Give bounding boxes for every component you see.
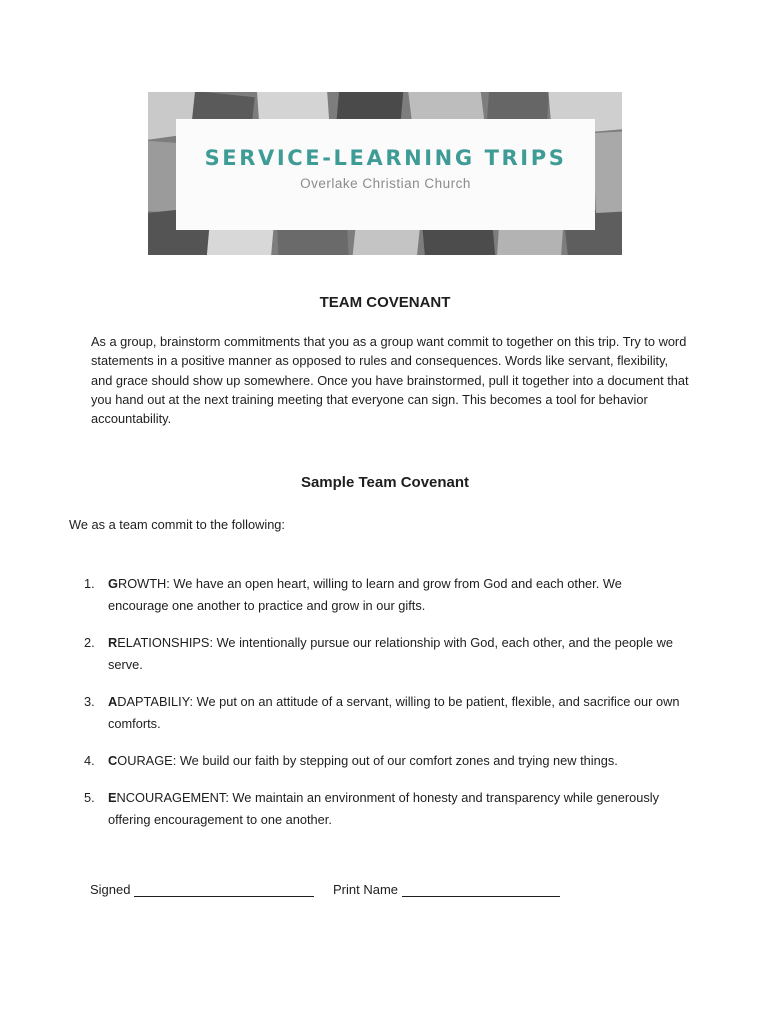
list-item <box>84 573 684 617</box>
item-text: OURAGE: We build our faith by stepping out of our comfort zones and trying new things. <box>117 753 618 768</box>
header-banner <box>148 92 622 255</box>
item-initial: E <box>108 790 117 805</box>
item-initial: R <box>108 635 118 650</box>
item-text: DAPTABILIY: We put on an attitude of a servant, willing to be patient, flexible, and sacrifice our own comforts. <box>108 694 680 731</box>
banner-title-card <box>176 119 595 230</box>
signed-field <box>90 882 314 897</box>
section-title: Sample Team Covenant <box>300 474 470 491</box>
item-text: NCOURAGEMENT: We maintain an environment of honesty and transparency while generously offering encouragement to one another. <box>108 790 660 827</box>
list-item <box>84 750 684 772</box>
signed-label: Signed <box>90 882 131 897</box>
intro-paragraph: As a group, brainstorm commitments that you as a group want commit to together on this trip. Try to word statements in a positive manner as opposed to rules and consequences. Words like servant, flexibility, and grace should show up somewhere. Once you have brainstormed, pull it together into a document that you hand out at the next training meeting that everyone can sign. This becomes a tool for behavior accountability. <box>91 334 689 427</box>
print-name-label: Print Name <box>333 882 399 897</box>
item-initial: G <box>108 576 118 591</box>
list-item <box>84 691 684 735</box>
list-item <box>84 787 684 831</box>
banner-title: SERVICE-LEARNING TRIPS <box>204 146 567 170</box>
lead-text: We as a team commit to the following: <box>69 517 285 532</box>
banner-subtitle: Overlake Christian Church <box>300 176 471 191</box>
item-number: 1. <box>84 576 95 591</box>
signature-line[interactable] <box>134 882 314 897</box>
item-number: 4. <box>84 753 95 768</box>
list-item <box>84 632 684 676</box>
item-initial: A <box>108 694 118 709</box>
page-title: TEAM COVENANT <box>319 294 451 311</box>
item-number: 5. <box>84 790 95 805</box>
item-number: 2. <box>84 635 95 650</box>
item-initial: C <box>108 753 118 768</box>
print-name-line[interactable] <box>402 882 560 897</box>
print-name-field <box>333 882 560 897</box>
item-text: ELATIONSHIPS: We intentionally pursue our relationship with God, each other, and the people we serve. <box>108 635 674 672</box>
item-text: ROWTH: We have an open heart, willing to learn and grow from God and each other. We encourage one another to practice and grow in our gifts. <box>108 576 622 613</box>
item-number: 3. <box>84 694 95 709</box>
covenant-list <box>84 573 684 846</box>
